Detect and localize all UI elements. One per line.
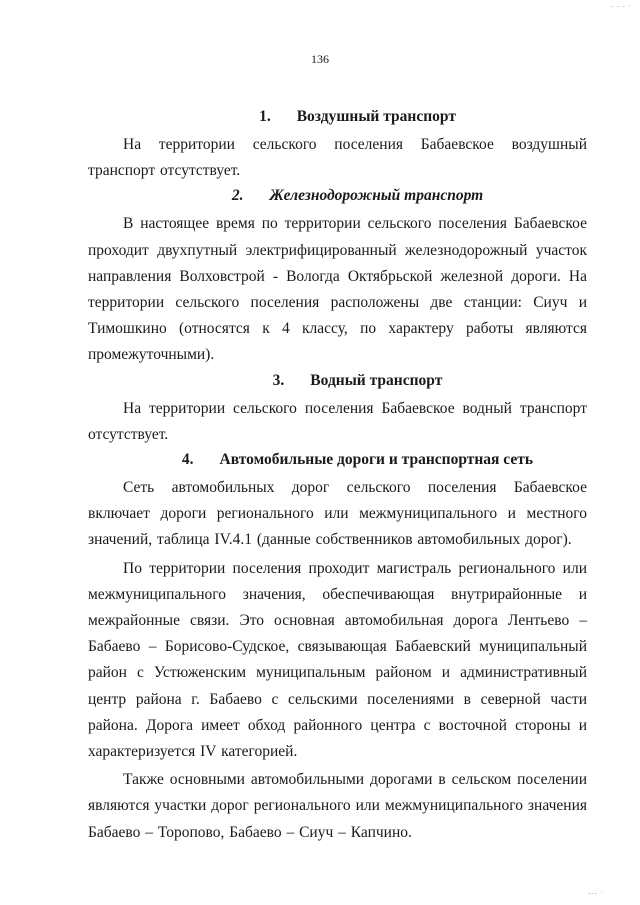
paragraph: Сеть автомобильных дорог сельского поселения Бабаевское включает дороги регионального или межмуниципального и местного значений, таблица IV.4.1 (данные собственников автомобильных дорог).	[88, 479, 587, 549]
section-heading-air	[88, 105, 587, 129]
section-heading-rail	[88, 184, 587, 208]
page-number: 136	[311, 52, 329, 66]
paragraph: В настоящее время по территории сельского поселения Бабаевское проходит двухпутный электрифицированный железнодорожный участок направления Волховстрой - Вологда Октябрьской железной дороги. На территории сельского поселения расположены две станции: Сиуч и Тимошкино (относятся к 4 классу, по характеру работы являются промежуточными).	[88, 215, 587, 364]
section-number: 2.	[231, 187, 244, 205]
document-body	[88, 105, 587, 846]
section-heading-water	[88, 369, 587, 393]
paragraph: По территории поселения проходит магистраль регионального или межмуниципального значения, обеспечивающая внутрирайонные и межрайонные связи. Это основная автомобильная дорога Лентьево – Бабаево – Борисово-Судское, связывающая Бабаевский муниципальный район с Устюженским муниципальным районом и административный центр района г. Бабаево с сельскими поселениями в северной части района. Дорога имеет обход районного центра с восточной стороны и характеризуется IV категорией.	[88, 559, 587, 761]
section-number: 1.	[259, 108, 271, 125]
section-number: 3.	[272, 371, 285, 389]
section-title: Воздушный транспорт	[296, 108, 456, 125]
section-title: Водный транспорт	[310, 371, 443, 389]
section-number: 4.	[181, 451, 194, 469]
paragraph: На территории сельского поселения Бабаевское воздушный транспорт отсутствует.	[88, 136, 587, 180]
paragraph: Также основными автомобильными дорогами в сельском поселении являются участки дорог регионального или межмуниципального значения Бабаево – Торопово, Бабаево – Сиуч – Капчино.	[88, 771, 587, 841]
section-heading-roads	[88, 448, 587, 472]
scan-artifact-top: ‐ ‐ ‐ ·	[610, 2, 632, 10]
scan-artifact-bottom: ‐‐‐ ·	[587, 889, 604, 897]
section-title: Железнодорожный транспорт	[269, 187, 484, 205]
section-title: Автомобильные дороги и транспортная сеть	[219, 451, 534, 469]
paragraph: На территории сельского поселения Бабаевское водный транспорт отсутствует.	[88, 399, 587, 443]
